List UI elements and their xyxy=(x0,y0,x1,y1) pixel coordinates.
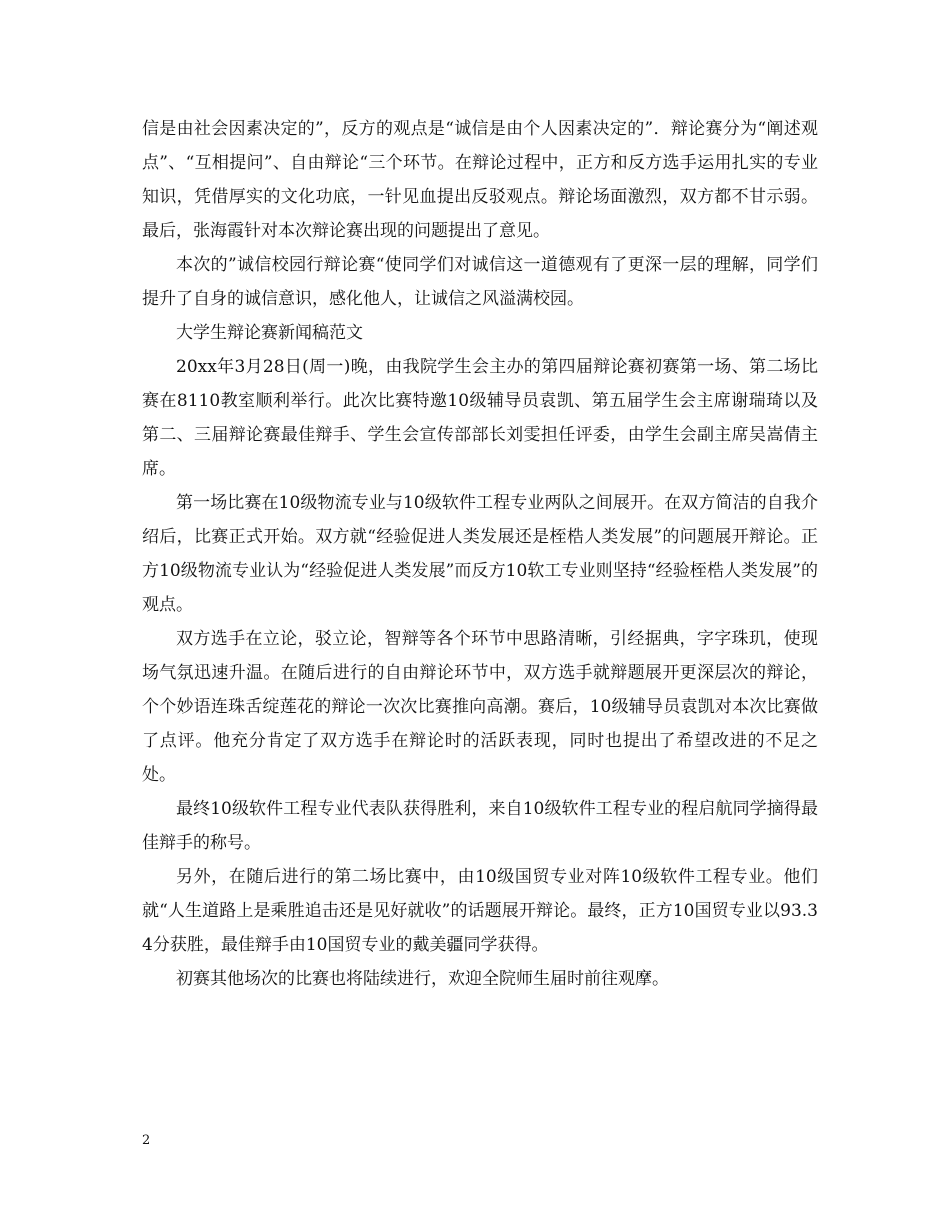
paragraph: 本次的”诚信校园行辩论赛“使同学们对诚信这一道德观有了更深一层的理解，同学们提升了自身的诚信意识，感化他人，让诚信之风溢满校园。 xyxy=(142,255,818,309)
paragraph: 初赛其他场次的比赛也将陆续进行，欢迎全院师生届时前往观摩。 xyxy=(176,969,669,989)
paragraph: 第一场比赛在10级物流专业与10级软件工程专业两队之间展开。在双方简洁的自我介绍后，比赛正式开始。双方就“经验促进人类发展还是桎梏人类发展”的问题展开辩论。正方10级物流专业认为“经验促进人类发展”而反方10软工专业则坚持“经验桎梏人类发展”的观点。 xyxy=(142,493,818,615)
page-number: 2 xyxy=(142,1133,151,1148)
paragraph: 最终10级软件工程专业代表队获得胜利，来自10级软件工程专业的程启航同学摘得最佳辩手的称号。 xyxy=(142,799,818,853)
section-heading: 大学生辩论赛新闻稿范文 xyxy=(176,323,363,343)
paragraph-continued: 信是由社会因素决定的”，反方的观点是“诚信是由个人因素决定的”．辩论赛分为“阐述观点”、“互相提问”、自由辩论“三个环节。在辩论过程中，正方和反方选手运用扎实的专业知识，凭借厚实的文化功底，一针见血提出反驳观点。辩论场面激烈，双方都不甘示弱。最后，张海霞针对本次辩论赛出现的问题提出了意见。 xyxy=(142,119,818,241)
paragraph: 另外，在随后进行的第二场比赛中，由10级国贸专业对阵10级软件工程专业。他们就“人生道路上是乘胜追击还是见好就收”的话题展开辩论。最终，正方10国贸专业以93.34分获胜，最佳辩手由10国贸专业的戴美疆同学获得。 xyxy=(142,867,818,955)
paragraph: 双方选手在立论，驳立论，智辩等各个环节中思路清晰，引经据典，字字珠玑，使现场气氛迅速升温。在随后进行的自由辩论环节中，双方选手就辩题展开更深层次的辩论，个个妙语连珠舌绽莲花的辩论一次次比赛推向高潮。赛后，10级辅导员袁凯对本次比赛做了点评。他充分肯定了双方选手在辩论时的活跃表现，同时也提出了希望改进的不足之处。 xyxy=(142,629,818,785)
body-text xyxy=(142,112,818,996)
paragraph: 20xx年3月28日(周一)晚，由我院学生会主办的第四届辩论赛初赛第一场、第二场比赛在8110教室顺利举行。此次比赛特邀10级辅导员袁凯、第五届学生会主席谢瑞琦以及第二、三届辩论赛最佳辩手、学生会宣传部部长刘雯担任评委，由学生会副主席吴嵩倩主席。 xyxy=(142,357,818,479)
